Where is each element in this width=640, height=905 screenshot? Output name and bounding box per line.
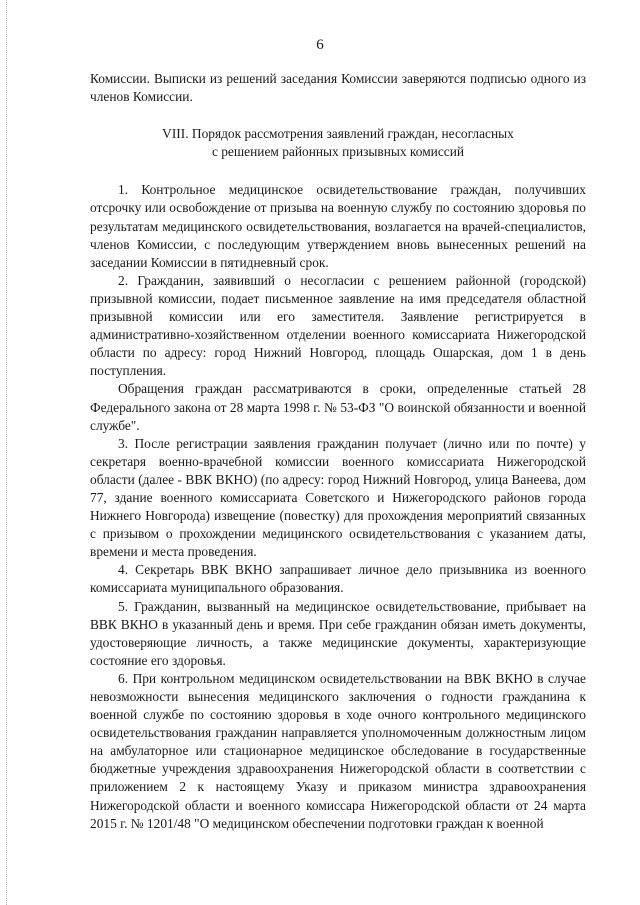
paragraph-3: 3. После регистрации заявления гражданин получает (лично или по почте) у секретаря военно-врачебной комиссии военного комиссариата Нижегородской области (далее - ВВК ВКНО) (по адресу: город Нижний Новгород, улица Ванеева, дом 77, здание военного комиссариата Советского и Нижегородского районов города Нижнего Новгорода) извещение (повестку) для прохождения мероприятий связанных с призывом о прохождении медицинского освидетельствования с указанием даты, времени и места проведения.	[90, 435, 586, 560]
scan-edge	[6, 0, 8, 905]
paragraph-6: 6. При контрольном медицинском освидетельствовании на ВВК ВКНО в случае невозможности вынесения медицинского заключения о годности гражданина к военной службе по состоянию здоровья в ходе очного контрольного медицинского освидетельствования гражданин направляется уполномоченным должностным лицом на амбулаторное или стационарное медицинское обследование в государственные бюджетные учреждения здравоохранения Нижегородской области в соответствии с приложением 2 к настоящему Указу и приказом министра здравоохранения Нижегородской области и военного комиссара Нижегородской области от 24 марта 2015 г. № 1201/48 "О медицинском обеспечении подготовки граждан к военной	[90, 670, 586, 831]
paragraph-2-appeals: Обращения граждан рассматриваются в сроки, определенные статьей 28 Федерального закона от 28 марта 1998 г. № 53-ФЗ "О воинской обязанности и военной службе".	[90, 381, 586, 433]
section-heading-line-1: VIII. Порядок рассмотрения заявлений граждан, несогласных	[162, 126, 514, 142]
paragraph-2: 2. Гражданин, заявивший о несогласии с решением районной (городской) призывной комиссии, подает письменное заявление на имя председателя областной призывной комиссии или его заместителя. Заявление регистрируется в административно-хозяйственном отделении военного комиссариата Нижегородской области по адресу: город Нижний Новгород, площадь Ошарская, дом 1 в день поступления.	[90, 272, 586, 379]
intro-paragraph: Комиссии. Выписки из решений заседания Комиссии заверяются подписью одного из членов Комиссии.	[90, 71, 586, 105]
paragraph-4: 4. Секретарь ВВК ВКНО запрашивает личное дело призывника из военного комиссариата муниципального образования.	[90, 562, 586, 596]
section-heading	[90, 125, 586, 161]
document-body	[90, 70, 586, 833]
paragraph-5: 5. Гражданин, вызванный на медицинское освидетельствование, прибывает на ВВК ВКНО в указанный день и время. При себе гражданин обязан иметь документы, удостоверяющие личность, а также медицинские документы, характеризующие состояние его здоровья.	[90, 598, 586, 668]
paragraph-1: 1. Контрольное медицинское освидетельствование граждан, получивших отсрочку или освобождение от призыва на военную службу по состоянию здоровья по результатам медицинского освидетельствования, возлагается на врачей-специалистов, членов Комиссии, с последующим утверждением вновь вынесенных решений на заседании Комиссии в пятидневный срок.	[90, 182, 586, 270]
section-heading-line-2: с решением районных призывных комиссий	[211, 144, 465, 160]
page-number: 6	[316, 37, 324, 53]
